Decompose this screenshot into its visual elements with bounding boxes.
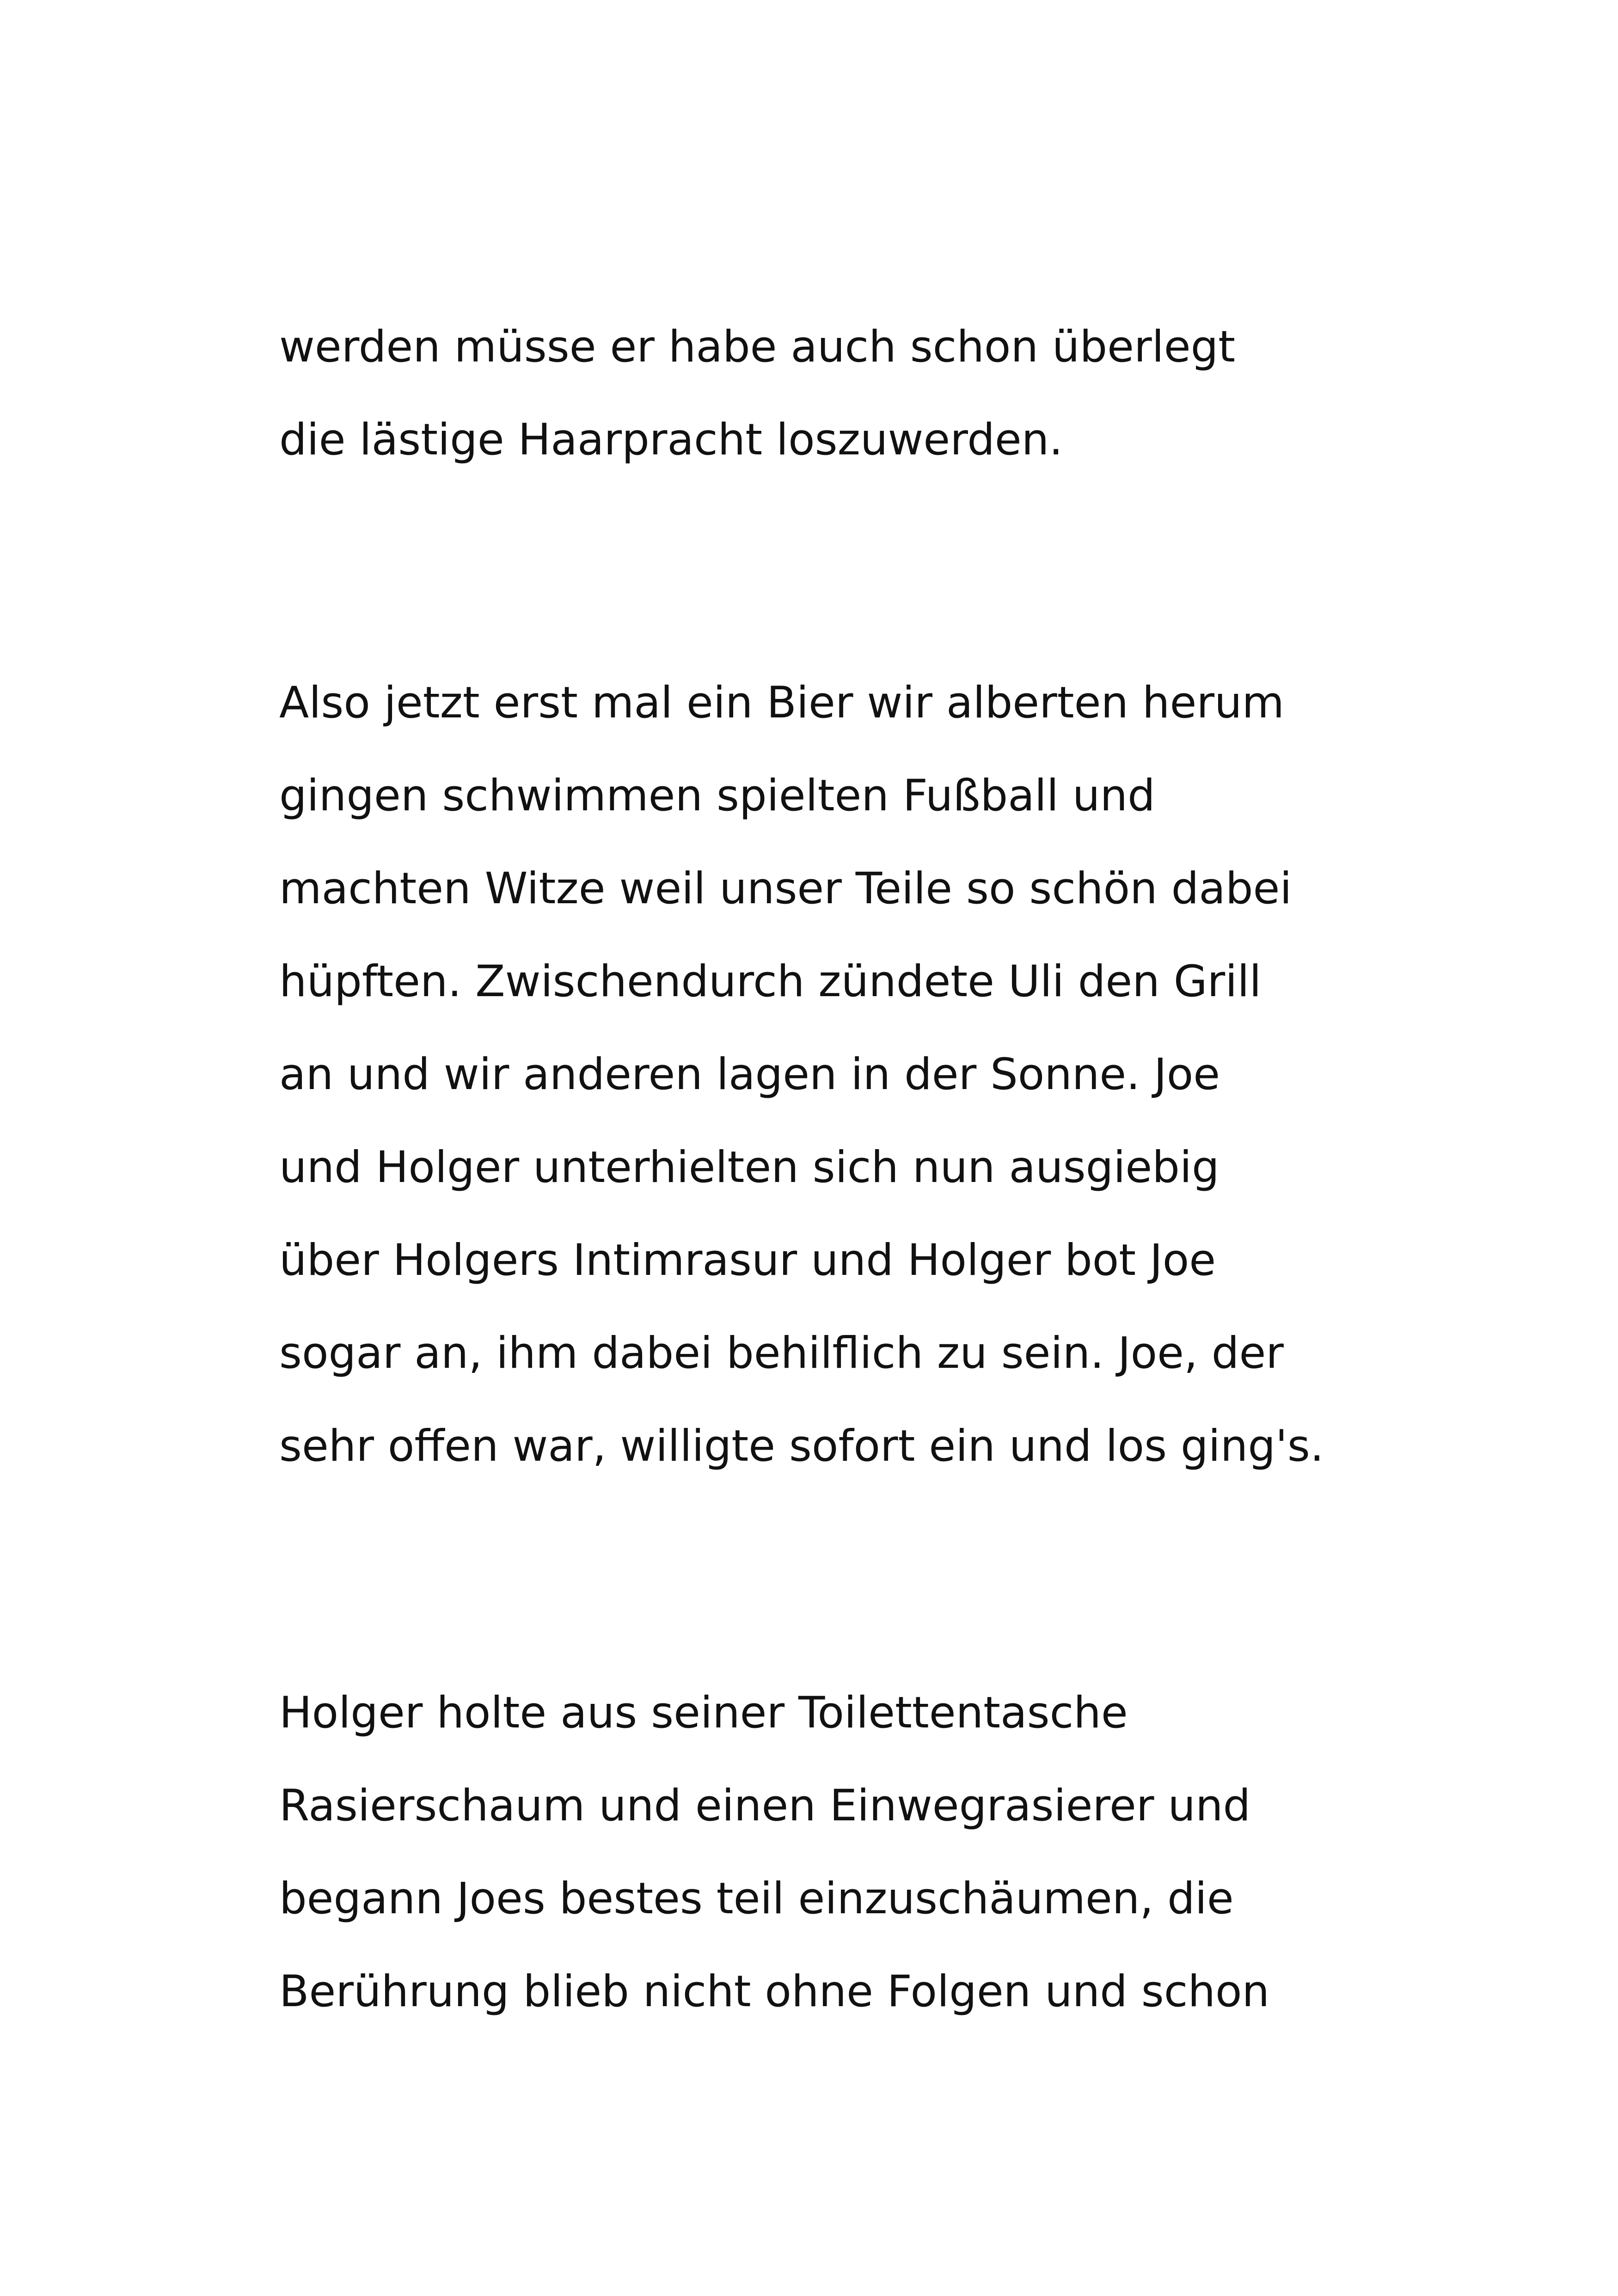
text-line: Holger holte aus seiner Toilettentasche [279, 1688, 1128, 1738]
text-line: Rasierschaum und einen Einwegrasierer und [279, 1781, 1251, 1831]
text-line: begann Joes bestes teil einzuschäumen, die [279, 1874, 1234, 1924]
text-line: sehr offen war, willigte sofort ein und los ging's. [279, 1421, 1324, 1471]
text-line: und Holger unterhielten sich nun ausgiebig [279, 1142, 1220, 1193]
text-line: gingen schwimmen spielten Fußball und [279, 771, 1155, 821]
text-line: die lästige Haarpracht loszuwerden. [279, 415, 1063, 465]
paragraph-2 [279, 656, 1389, 1493]
paragraph-3 [279, 1666, 1389, 2038]
text-line: machten Witze weil unser Teile so schön dabei [279, 863, 1292, 914]
text-line: Also jetzt erst mal ein Bier wir alberten herum [279, 678, 1285, 728]
text-line: über Holgers Intimrasur und Holger bot Joe [279, 1235, 1216, 1286]
text-line: hüpften. Zwischendurch zündete Uli den Grill [279, 956, 1262, 1007]
paragraph-1 [279, 300, 1389, 486]
text-line: Berührung blieb nicht ohne Folgen und schon [279, 1966, 1270, 2017]
text-line: werden müsse er habe auch schon überlegt [279, 322, 1236, 372]
text-line: an und wir anderen lagen in der Sonne. Joe [279, 1049, 1220, 1100]
text-line: sogar an, ihm dabei behilflich zu sein. Joe, der [279, 1328, 1284, 1378]
